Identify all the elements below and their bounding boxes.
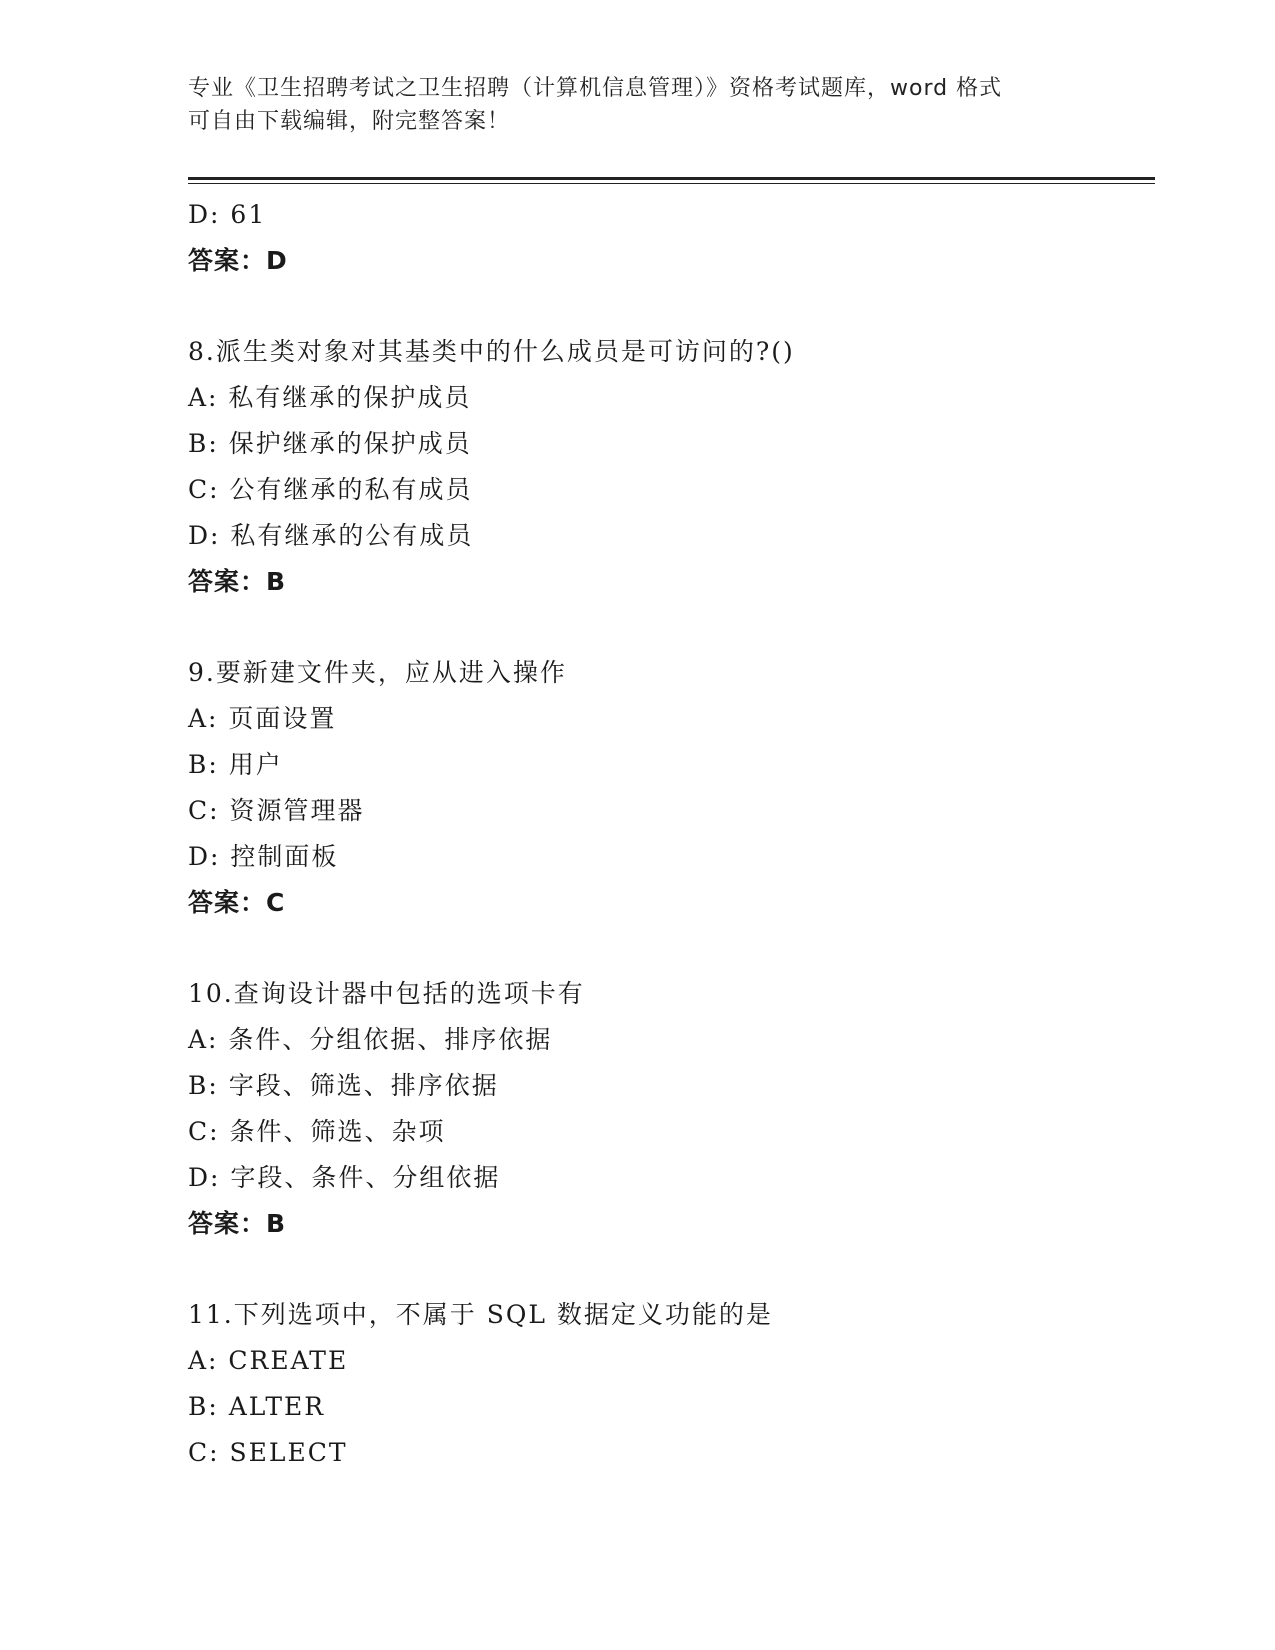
answer-label: 答案：B: [188, 1209, 287, 1238]
question-title: 11.下列选项中，不属于 SQL 数据定义功能的是: [188, 1300, 773, 1329]
header-rule-thick: [188, 177, 1155, 180]
question-8: [188, 329, 1148, 605]
option-c: C: 资源管理器: [188, 796, 365, 825]
header-line-1: 专业《卫生招聘考试之卫生招聘（计算机信息管理）》资格考试题库，word 格式: [188, 76, 1003, 101]
option-a: A: 页面设置: [188, 704, 337, 733]
header-rule-thin: [188, 183, 1155, 184]
question-9: [188, 650, 1148, 926]
option-b: B: ALTER: [188, 1392, 326, 1421]
answer-label: 答案：D: [188, 246, 288, 275]
question-10: [188, 971, 1148, 1247]
option-b: B: 保护继承的保护成员: [188, 429, 472, 458]
option-d: D: 控制面板: [188, 842, 339, 871]
option-c: C: 公有继承的私有成员: [188, 475, 473, 504]
option-d: D: 61: [188, 200, 267, 229]
question-title: 8.派生类对象对其基类中的什么成员是可访问的?(): [188, 337, 795, 366]
option-a: A: 私有继承的保护成员: [188, 383, 472, 412]
option-c: C: SELECT: [188, 1438, 348, 1467]
question-fragment: [188, 192, 1148, 284]
header-line-2: 可自由下载编辑，附完整答案！: [188, 109, 511, 134]
option-a: A: 条件、分组依据、排序依据: [188, 1025, 553, 1054]
question-list: [188, 192, 1148, 1476]
answer-label: 答案：C: [188, 888, 286, 917]
document-header: [188, 72, 1088, 138]
option-d: D: 字段、条件、分组依据: [188, 1163, 501, 1192]
option-b: B: 字段、筛选、排序依据: [188, 1071, 499, 1100]
question-title: 10.查询设计器中包括的选项卡有: [188, 979, 585, 1008]
option-d: D: 私有继承的公有成员: [188, 521, 474, 550]
question-title: 9.要新建文件夹，应从进入操作: [188, 658, 567, 687]
answer-label: 答案：B: [188, 567, 287, 596]
option-c: C: 条件、筛选、杂项: [188, 1117, 446, 1146]
question-11: [188, 1292, 1148, 1476]
option-a: A: CREATE: [188, 1346, 349, 1375]
option-b: B: 用户: [188, 750, 283, 779]
